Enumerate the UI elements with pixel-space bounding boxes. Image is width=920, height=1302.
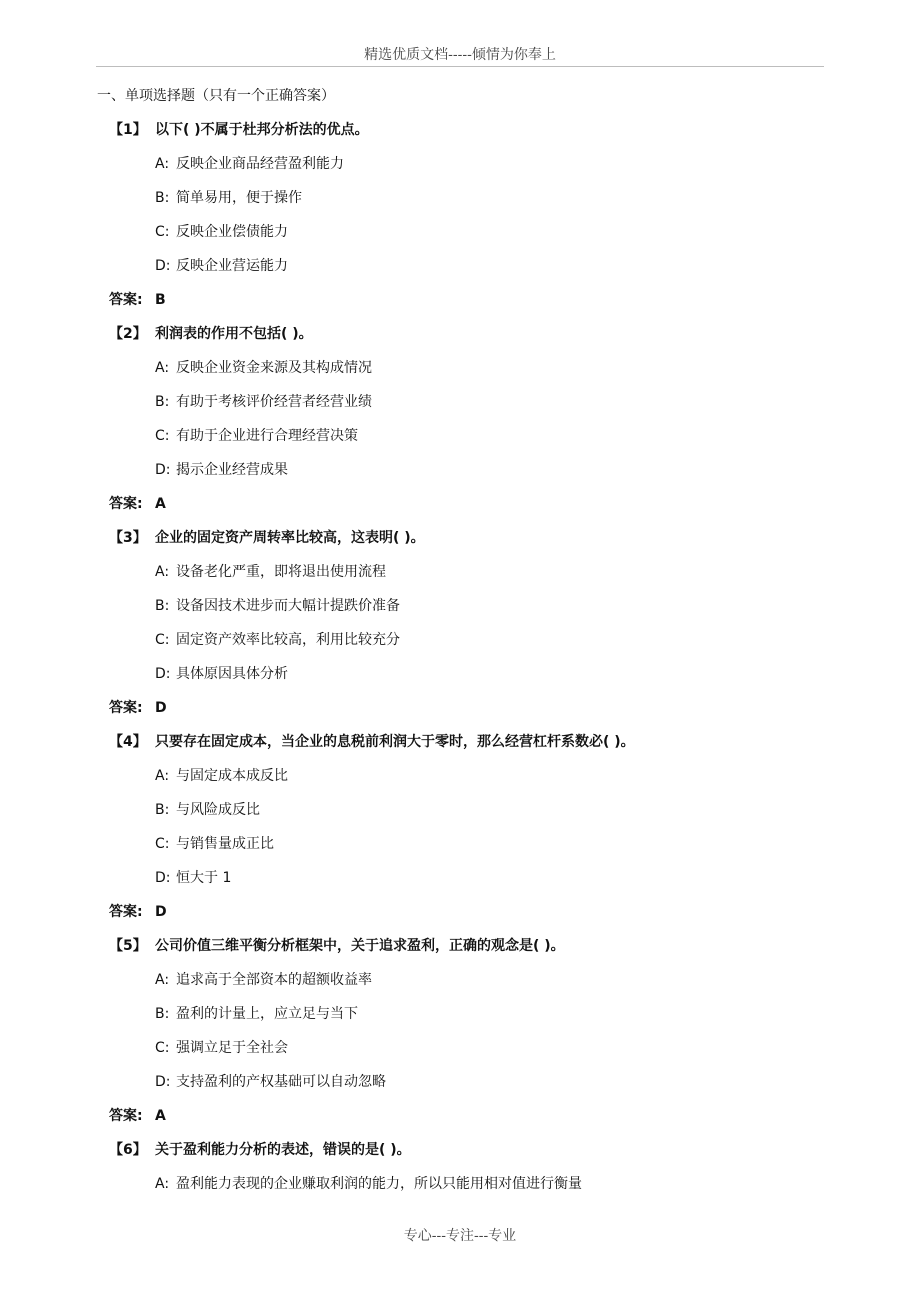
option-letter: B: bbox=[155, 190, 170, 206]
option-text: 设备因技术进步而大幅计提跌价准备 bbox=[176, 598, 400, 614]
option-row bbox=[0, 867, 920, 901]
option-text: 支持盈利的产权基础可以自动忽略 bbox=[176, 1074, 386, 1090]
option-letter: D: bbox=[155, 1074, 171, 1090]
option-text: 有助于企业进行合理经营决策 bbox=[176, 428, 358, 444]
option-letter: B: bbox=[155, 394, 170, 410]
option-text: 固定资产效率比较高，利用比较充分 bbox=[176, 632, 400, 648]
option-letter: C: bbox=[155, 428, 170, 444]
answer-row bbox=[0, 901, 920, 935]
option-text: 反映企业营运能力 bbox=[176, 258, 288, 274]
option-text: 盈利能力表现的企业赚取利润的能力，所以只能用相对值进行衡量 bbox=[176, 1176, 582, 1192]
option-row bbox=[0, 663, 920, 697]
option-row bbox=[0, 459, 920, 493]
option-text: 简单易用，便于操作 bbox=[176, 190, 302, 206]
option-letter: A: bbox=[155, 1176, 170, 1192]
option-letter: D: bbox=[155, 870, 171, 886]
option-text: 反映企业偿债能力 bbox=[176, 224, 288, 240]
option-text: 与销售量成正比 bbox=[176, 836, 274, 852]
question-number: 【6】 bbox=[109, 1142, 147, 1158]
option-row bbox=[0, 1173, 920, 1207]
answer-value: D bbox=[155, 904, 167, 920]
question-title bbox=[0, 323, 920, 357]
question-title bbox=[0, 935, 920, 969]
answer-value: D bbox=[155, 700, 167, 716]
option-text: 恒大于 1 bbox=[176, 870, 232, 886]
answer-row bbox=[0, 289, 920, 323]
option-row bbox=[0, 221, 920, 255]
option-row bbox=[0, 1003, 920, 1037]
option-text: 与风险成反比 bbox=[176, 802, 260, 818]
option-row bbox=[0, 153, 920, 187]
option-letter: B: bbox=[155, 598, 170, 614]
option-row bbox=[0, 969, 920, 1003]
option-text: 追求高于全部资本的超额收益率 bbox=[176, 972, 372, 988]
option-text: 盈利的计量上，应立足与当下 bbox=[176, 1006, 358, 1022]
answer-label: 答案: bbox=[109, 1108, 143, 1124]
option-row bbox=[0, 561, 920, 595]
answer-value: A bbox=[155, 496, 166, 512]
option-row bbox=[0, 765, 920, 799]
option-letter: B: bbox=[155, 1006, 170, 1022]
option-letter: A: bbox=[155, 564, 170, 580]
option-row bbox=[0, 629, 920, 663]
answer-label: 答案: bbox=[109, 700, 143, 716]
section-title: 一、单项选择题（只有一个正确答案） bbox=[97, 88, 335, 104]
option-row bbox=[0, 595, 920, 629]
option-row bbox=[0, 799, 920, 833]
question-text: 以下( )不属于杜邦分析法的优点。 bbox=[155, 122, 369, 138]
option-letter: D: bbox=[155, 258, 171, 274]
answer-value: A bbox=[155, 1108, 166, 1124]
question-number: 【1】 bbox=[109, 122, 147, 138]
question-number: 【5】 bbox=[109, 938, 147, 954]
option-letter: A: bbox=[155, 768, 170, 784]
option-text: 具体原因具体分析 bbox=[176, 666, 288, 682]
option-text: 有助于考核评价经营者经营业绩 bbox=[176, 394, 372, 410]
question-number: 【3】 bbox=[109, 530, 147, 546]
answer-row bbox=[0, 1105, 920, 1139]
page-footer: 专心---专注---专业 bbox=[403, 1228, 517, 1244]
question-text: 关于盈利能力分析的表述，错误的是( )。 bbox=[155, 1142, 411, 1158]
option-text: 强调立足于全社会 bbox=[176, 1040, 288, 1056]
option-row bbox=[0, 187, 920, 221]
option-letter: A: bbox=[155, 360, 170, 376]
option-text: 设备老化严重，即将退出使用流程 bbox=[176, 564, 386, 580]
question-text: 利润表的作用不包括( )。 bbox=[155, 326, 313, 342]
option-row bbox=[0, 425, 920, 459]
answer-row bbox=[0, 697, 920, 731]
question-text: 只要存在固定成本，当企业的息税前利润大于零时，那么经营杠杆系数必( )。 bbox=[155, 734, 635, 750]
option-letter: B: bbox=[155, 802, 170, 818]
option-row bbox=[0, 255, 920, 289]
option-letter: A: bbox=[155, 972, 170, 988]
option-letter: C: bbox=[155, 836, 170, 852]
question-text: 公司价值三维平衡分析框架中，关于追求盈利，正确的观念是( )。 bbox=[155, 938, 565, 954]
answer-label: 答案: bbox=[109, 496, 143, 512]
answer-label: 答案: bbox=[109, 904, 143, 920]
option-letter: D: bbox=[155, 462, 171, 478]
page-header: 精选优质文档-----倾情为你奉上 bbox=[96, 44, 824, 67]
option-row bbox=[0, 833, 920, 867]
answer-value: B bbox=[155, 292, 166, 308]
option-row bbox=[0, 1037, 920, 1071]
option-row bbox=[0, 1071, 920, 1105]
option-text: 反映企业商品经营盈利能力 bbox=[176, 156, 344, 172]
answer-label: 答案: bbox=[109, 292, 143, 308]
option-letter: C: bbox=[155, 224, 170, 240]
option-letter: A: bbox=[155, 156, 170, 172]
option-text: 反映企业资金来源及其构成情况 bbox=[176, 360, 372, 376]
question-number: 【2】 bbox=[109, 326, 147, 342]
option-text: 与固定成本成反比 bbox=[176, 768, 288, 784]
question-title bbox=[0, 1139, 920, 1173]
question-title bbox=[0, 731, 920, 765]
option-row bbox=[0, 357, 920, 391]
question-list bbox=[0, 119, 920, 1207]
answer-row bbox=[0, 493, 920, 527]
option-letter: C: bbox=[155, 1040, 170, 1056]
option-letter: C: bbox=[155, 632, 170, 648]
question-title bbox=[0, 119, 920, 153]
question-title bbox=[0, 527, 920, 561]
option-letter: D: bbox=[155, 666, 171, 682]
question-text: 企业的固定资产周转率比较高，这表明( )。 bbox=[155, 530, 425, 546]
question-number: 【4】 bbox=[109, 734, 147, 750]
option-text: 揭示企业经营成果 bbox=[176, 462, 288, 478]
option-row bbox=[0, 391, 920, 425]
